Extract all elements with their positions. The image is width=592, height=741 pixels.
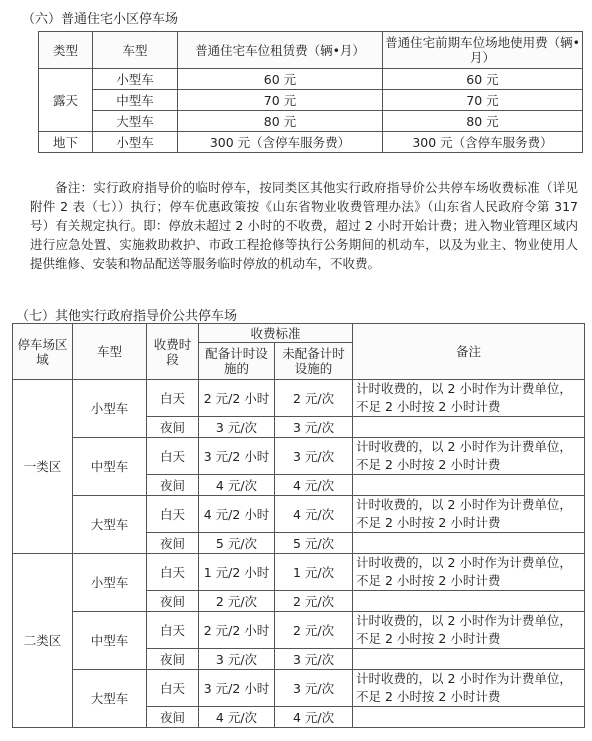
- fee-with-timer: 2 元/2 小时: [199, 612, 275, 649]
- car-type: 小型车: [93, 69, 178, 90]
- header-use-fee: 普通住宅前期车位场地使用费（辆•月）: [383, 32, 583, 69]
- fee-without-timer: 4 元/次: [275, 475, 353, 496]
- period-day: 白天: [147, 554, 199, 591]
- note-cell: 计时收费的，以 2 小时作为计费单位，不足 2 小时按 2 小时计费: [353, 438, 585, 475]
- table-row: [13, 554, 585, 591]
- header-rent: 普通住宅车位租赁费（辆•月）: [178, 32, 383, 69]
- use-fee: 300 元（含停车服务费）: [383, 132, 583, 153]
- underground-label: 地下: [39, 132, 93, 153]
- note-empty-cell: [353, 475, 585, 496]
- fee-without-timer: 3 元/次: [275, 438, 353, 475]
- rent-fee: 300 元（含停车服务费）: [178, 132, 383, 153]
- car-type: 小型车: [73, 554, 147, 612]
- header-without-timer: 未配备计时设施的: [275, 343, 353, 380]
- note-empty-cell: [353, 591, 585, 612]
- car-type: 小型车: [73, 380, 147, 438]
- fee-with-timer: 4 元/2 小时: [199, 496, 275, 533]
- period-day: 白天: [147, 612, 199, 649]
- open-air-label: 露天: [39, 69, 93, 132]
- table-row: [13, 438, 585, 475]
- table-row: [13, 612, 585, 649]
- fee-with-timer: 2 元/2 小时: [199, 380, 275, 417]
- rent-fee: 70 元: [178, 90, 383, 111]
- remark-paragraph: 备注：实行政府指导价的临时停车，按同类区其他实行政府指导价公共停车场收费标准（详见附件 2 表（七））执行；停车优惠政策按《山东省物业收费管理办法》（山东省人民政府令第 317 号）有关规定执行。即：停放未超过 2 小时的不收费，超过 2 小时开始计费；进入物业管理区域内进行应急处置、实施救助救护、市政工程抢修等执行公务期间的机动车，以及为业主、物业使用人提供维修、安装和物品配送等服务临时停放的机动车，不收费。: [30, 180, 578, 271]
- table-row: [39, 111, 583, 132]
- period-night: 夜间: [147, 417, 199, 438]
- fee-without-timer: 5 元/次: [275, 533, 353, 554]
- header-car: 车型: [93, 32, 178, 69]
- period-night: 夜间: [147, 533, 199, 554]
- header-standard: 收费标准: [199, 324, 353, 343]
- period-night: 夜间: [147, 475, 199, 496]
- rent-fee: 80 元: [178, 111, 383, 132]
- use-fee: 70 元: [383, 90, 583, 111]
- table-header-row: [39, 32, 583, 69]
- car-type: 大型车: [93, 111, 178, 132]
- header-type: 类型: [39, 32, 93, 69]
- period-day: 白天: [147, 670, 199, 707]
- fee-without-timer: 4 元/次: [275, 707, 353, 728]
- zone-name: 一类区: [13, 380, 73, 554]
- fee-without-timer: 2 元/次: [275, 612, 353, 649]
- car-type: 大型车: [73, 496, 147, 554]
- car-type: 大型车: [73, 670, 147, 728]
- car-type: 中型车: [93, 90, 178, 111]
- table-row: [13, 380, 585, 417]
- fee-with-timer: 2 元/次: [199, 591, 275, 612]
- note-empty-cell: [353, 707, 585, 728]
- fee-with-timer: 3 元/次: [199, 417, 275, 438]
- period-day: 白天: [147, 496, 199, 533]
- period-day: 白天: [147, 438, 199, 475]
- fee-with-timer: 4 元/次: [199, 707, 275, 728]
- note-cell: 计时收费的，以 2 小时作为计费单位，不足 2 小时按 2 小时计费: [353, 554, 585, 591]
- use-fee: 60 元: [383, 69, 583, 90]
- section6-title: （六）普通住宅小区停车场: [22, 12, 179, 27]
- residential-parking-table: [38, 31, 583, 153]
- header-with-timer: 配备计时设施的: [199, 343, 275, 380]
- car-type: 小型车: [93, 132, 178, 153]
- section7-title: （七）其他实行政府指导价公共停车场: [16, 309, 238, 324]
- public-parking-table: [12, 323, 585, 728]
- note-empty-cell: [353, 533, 585, 554]
- fee-with-timer: 5 元/次: [199, 533, 275, 554]
- use-fee: 80 元: [383, 111, 583, 132]
- table-row: [39, 69, 583, 90]
- fee-with-timer: 3 元/2 小时: [199, 438, 275, 475]
- fee-without-timer: 3 元/次: [275, 417, 353, 438]
- note-cell: 计时收费的，以 2 小时作为计费单位，不足 2 小时按 2 小时计费: [353, 612, 585, 649]
- fee-without-timer: 3 元/次: [275, 649, 353, 670]
- car-type: 中型车: [73, 438, 147, 496]
- table-row: [13, 670, 585, 707]
- note-empty-cell: [353, 649, 585, 670]
- fee-without-timer: 3 元/次: [275, 670, 353, 707]
- period-night: 夜间: [147, 591, 199, 612]
- note-empty-cell: [353, 417, 585, 438]
- table-row: [39, 90, 583, 111]
- header-note: 备注: [353, 324, 585, 380]
- fee-with-timer: 3 元/次: [199, 649, 275, 670]
- rent-fee: 60 元: [178, 69, 383, 90]
- header-area: 停车场区域: [13, 324, 73, 380]
- fee-without-timer: 2 元/次: [275, 380, 353, 417]
- table-header-row: [13, 324, 585, 343]
- zone-name: 二类区: [13, 554, 73, 728]
- period-night: 夜间: [147, 649, 199, 670]
- note-cell: 计时收费的，以 2 小时作为计费单位，不足 2 小时按 2 小时计费: [353, 380, 585, 417]
- header-period: 收费时段: [147, 324, 199, 380]
- note-cell: 计时收费的，以 2 小时作为计费单位，不足 2 小时按 2 小时计费: [353, 496, 585, 533]
- header-car: 车型: [73, 324, 147, 380]
- fee-without-timer: 1 元/次: [275, 554, 353, 591]
- car-type: 中型车: [73, 612, 147, 670]
- note-cell: 计时收费的，以 2 小时作为计费单位，不足 2 小时按 2 小时计费: [353, 670, 585, 707]
- fee-without-timer: 4 元/次: [275, 496, 353, 533]
- table-row: [39, 132, 583, 153]
- fee-with-timer: 4 元/次: [199, 475, 275, 496]
- period-day: 白天: [147, 380, 199, 417]
- fee-with-timer: 3 元/2 小时: [199, 670, 275, 707]
- fee-with-timer: 1 元/2 小时: [199, 554, 275, 591]
- period-night: 夜间: [147, 707, 199, 728]
- fee-without-timer: 2 元/次: [275, 591, 353, 612]
- table-row: [13, 496, 585, 533]
